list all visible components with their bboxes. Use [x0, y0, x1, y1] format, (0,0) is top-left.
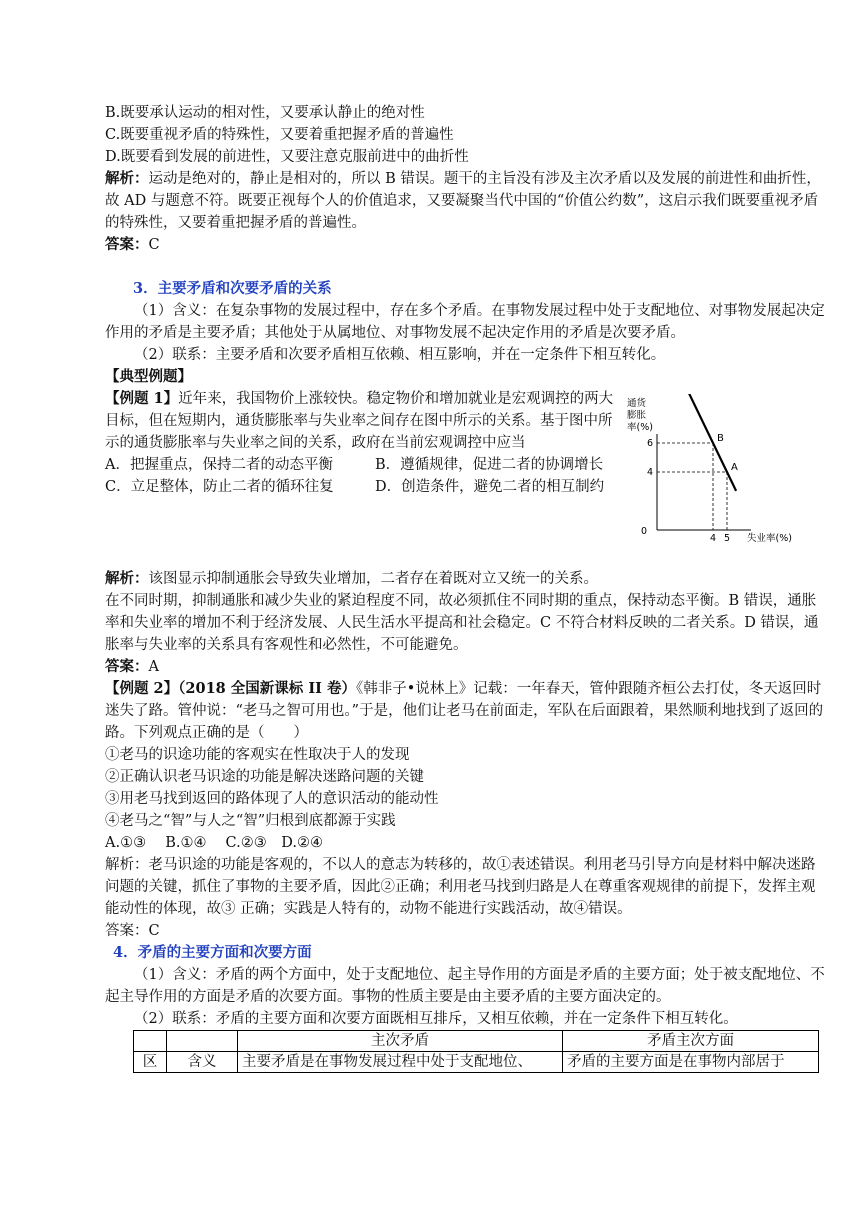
y-axis-label-line-3: 率(%): [627, 422, 653, 433]
option-c: C.既要重视矛盾的特殊性，又要着重把握矛盾的普遍性: [105, 127, 454, 143]
example-1-label: 【例题 1】: [105, 390, 179, 407]
section-3-relation: （2）联系：主要矛盾和次要矛盾相互依赖、相互影响，并在一定条件下相互转化。: [134, 347, 666, 363]
document-page: [105, 102, 825, 1073]
analysis-paragraph: [105, 168, 825, 234]
table-row: [134, 1052, 819, 1073]
typical-examples-heading: 【典型例题】: [105, 368, 192, 385]
point-label-b: B: [717, 433, 724, 444]
chart-marks: [647, 394, 738, 544]
answer-label: 答案：: [105, 236, 149, 253]
example-2-item-3: ③用老马找到返回的路体现了人的意识活动的能动性: [105, 791, 439, 807]
example-1-analysis-text: 该图显示抑制通胀会导致失业增加，二者存在着既对立又统一的关系。: [148, 571, 598, 587]
example-1: [105, 388, 825, 568]
y-tick-label: 4: [647, 467, 654, 478]
x-tick-label: 4: [710, 533, 717, 544]
example-2-item-1: ①老马的识途功能的客观实在性取决于人的发现: [105, 747, 410, 763]
table-cell: 矛盾的主要方面是在事物内部居于: [563, 1052, 819, 1073]
option-b: B.既要承认运动的相对性，又要承认静止的绝对性: [105, 105, 425, 121]
chart-space: [105, 498, 617, 568]
point-label-a: A: [731, 462, 738, 473]
analysis-text: 运动是绝对的，静止是相对的，所以 B 错误。题干的主旨没有涉及主次矛盾以及发展的前进性和曲折性，故 AD 与题意不符。既要正视每个人的价值追求，又要凝聚当代中国的“价值公约数”，这启示我们既要重视矛盾的特殊性，又要着重把握矛盾的普遍性。: [105, 171, 821, 231]
y-tick-label: 6: [647, 438, 654, 449]
example-1-answer: [105, 656, 825, 678]
spacer: [105, 256, 825, 278]
example-2-source: （2018 全国新课标 II 卷）: [178, 680, 356, 697]
table-header-cell: 矛盾主次方面: [563, 1031, 819, 1052]
y-axis-label-line-1: 通货: [627, 398, 647, 409]
option-d: D.既要看到发展的前进性，又要注意克服前进中的曲折性: [105, 149, 469, 165]
table-header-row: [134, 1031, 819, 1052]
example-2-analysis: 解析：老马识途的功能是客观的，不以人的意志为转移的，故①表述错误。利用老马引导方向是材料中解决迷路问题的关键，抓住了事物的主要矛盾，因此②正确；利用老马找到归路是人在尊重客观规律的前提下，发挥主观能动性的体现，故③ 正确；实践是人特有的，动物不能进行实践活动，故④错误。: [105, 857, 816, 917]
inflation-unemployment-chart: [619, 394, 819, 544]
example-1-option-a: A．把握重点，保持二者的动态平衡: [105, 457, 333, 473]
example-2-question: 《韩非子•说林上》记载：一年春天，管仲跟随齐桓公去打仗，冬天返回时迷失了路。管仲说：“老马之智可用也。”于是，他们让老马在前面走，军队在后面跟着，果然顺利地找到了返回的路。下列观点正确的是（ ）: [105, 681, 824, 741]
section-4-meaning: （1）含义：矛盾的两个方面中，处于支配地位、起主导作用的方面是矛盾的主要方面；处于被支配地位、不起主导作用的方面是矛盾的次要方面。事物的性质主要是由主要矛盾的主要方面决定的。: [105, 967, 825, 1005]
section-3-meaning: （1）含义：在复杂事物的发展过程中，存在多个矛盾。在事物发展过程中处于支配地位、对事物发展起决定作用的矛盾是主要矛盾；其他处于从属地位、对事物发展不起决定作用的矛盾是次要矛盾。: [105, 303, 825, 341]
example-1-option-b: B．遵循规律，促进二者的协调增长: [375, 457, 604, 473]
example-2-answer: 答案：C: [105, 923, 160, 939]
answer-value: C: [148, 237, 160, 253]
example-1-answer-value: A: [148, 659, 159, 675]
example-1-option-d: D．创造条件，避免二者的相互制约: [375, 479, 605, 495]
origin-label: 0: [641, 526, 648, 537]
table-cell: 含义: [167, 1052, 238, 1073]
x-tick-label: 5: [724, 533, 731, 544]
example-1-option-c: C．立足整体，防止二者的循环往复: [105, 479, 334, 495]
y-axis-label-line-2: 膨胀: [627, 410, 647, 421]
example-2-choices: A.①③ B.①④ C.②③ D.②④: [105, 835, 323, 851]
example-1-analysis: [105, 568, 825, 590]
table-header-cell: [134, 1031, 167, 1052]
example-1-answer-label: 答案：: [105, 658, 149, 675]
example-1-analysis-label: 解析：: [105, 570, 149, 587]
section-4-relation: （2）联系：矛盾的主要方面和次要方面既相互排斥，又相互依赖，并在一定条件下相互转化。: [134, 1011, 738, 1027]
table-header-cell: 主次矛盾: [238, 1031, 563, 1052]
trend-line: [686, 394, 736, 491]
section-3-title: 3．主要矛盾和次要矛盾的关系: [133, 280, 332, 297]
example-1-stem: [105, 388, 617, 454]
table-cell: 区: [134, 1052, 167, 1073]
example-1-analysis-continued: 在不同时期，抑制通胀和减少失业的紧迫程度不同，故必须抓住不同时期的重点，保持动态平衡。B 错误，通胀率和失业率的增加不利于经济发展、人民生活水平提高和社会稳定。C 不符合材料反映的二者关系。D 错误，通胀率与失业率的关系具有客观性和必然性，不可能避免。: [105, 593, 819, 653]
example-1-options: [105, 454, 617, 498]
example-2-item-4: ④老马之“智”与人之“智”归根到底都源于实践: [105, 813, 396, 829]
section-4-title: 4．矛盾的主要方面和次要方面: [113, 944, 312, 961]
example-1-question: 近年来，我国物价上涨较快。稳定物价和增加就业是宏观调控的两大目标，但在短期内，通货膨胀率与失业率之间存在图中所示的关系。基于图中所示的通货膨胀率与失业率之间的关系，政府在当前宏观调控中应当: [105, 391, 614, 451]
answer-line: [105, 234, 825, 256]
x-axis-label: 失业率(%): [747, 533, 792, 544]
comparison-table: [133, 1030, 819, 1073]
table-header-cell: [167, 1031, 238, 1052]
example-2-label: 【例题 2】: [105, 680, 179, 697]
example-2-stem: [105, 678, 825, 744]
table-cell: 主要矛盾是在事物发展过程中处于支配地位、: [238, 1052, 563, 1073]
analysis-label: 解析：: [105, 170, 149, 187]
example-2-item-2: ②正确认识老马识途的功能是解决迷路问题的关键: [105, 769, 424, 785]
